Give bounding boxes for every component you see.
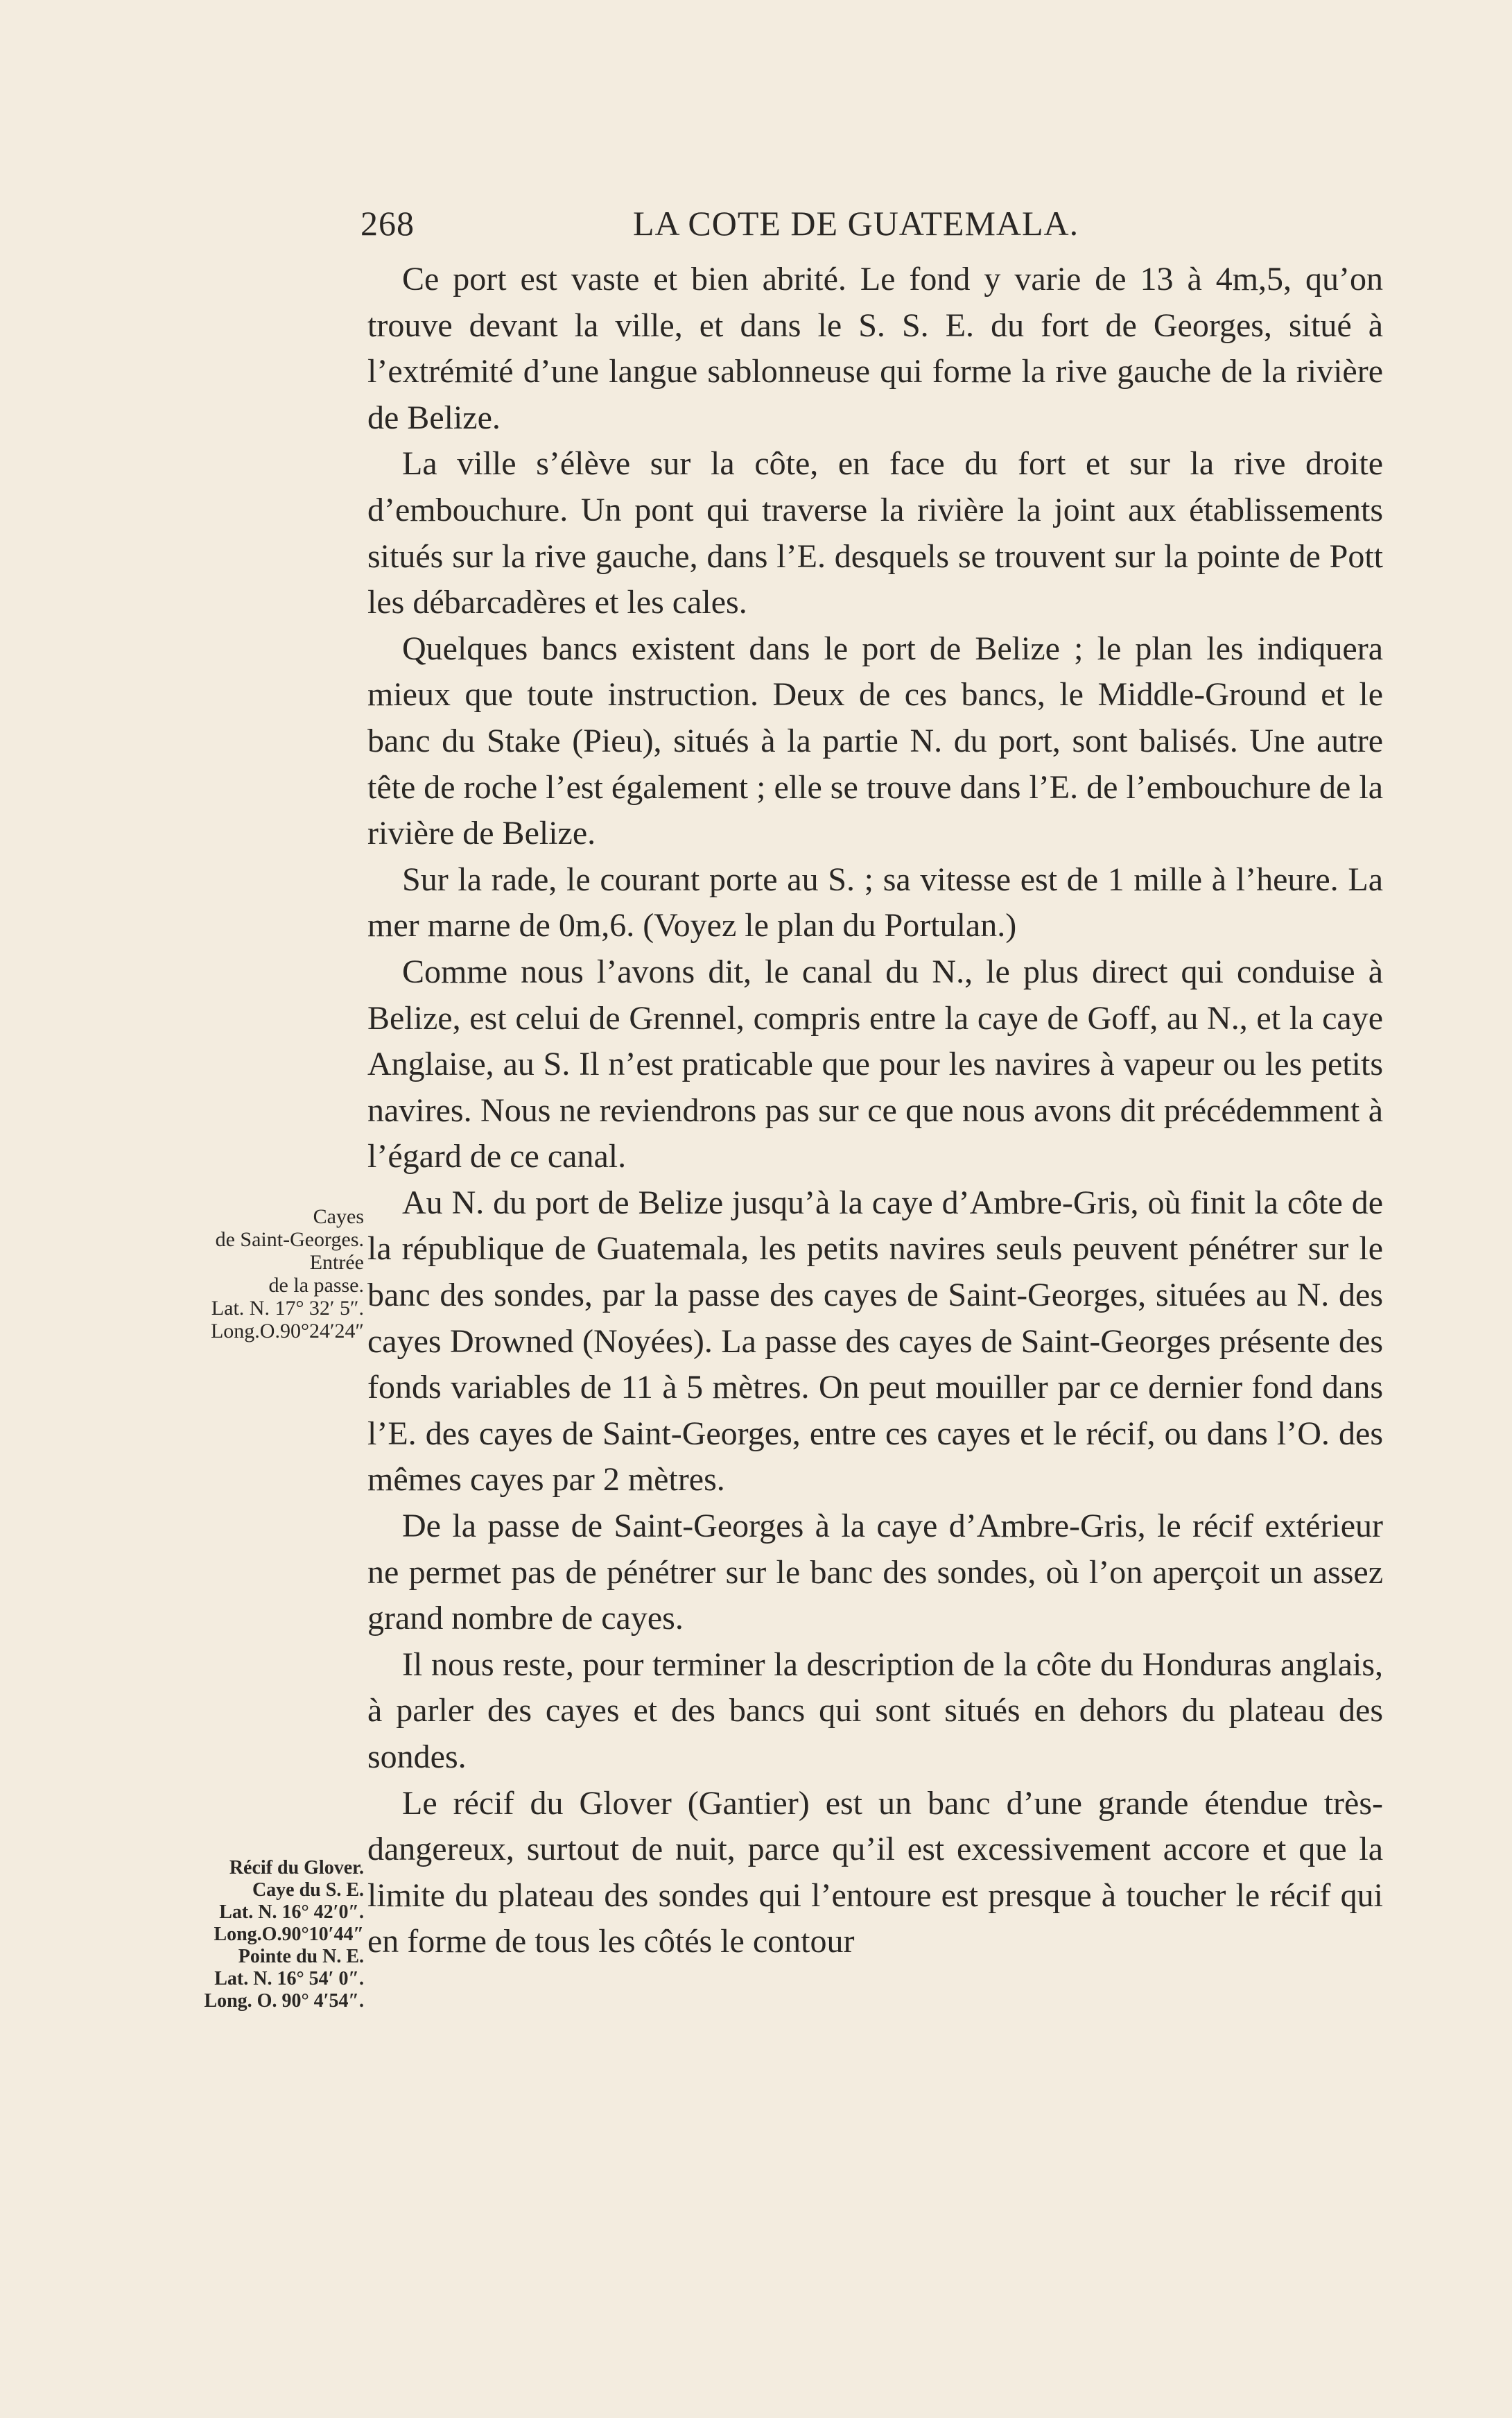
margin-note-line: Lat. N. 16° 42′0″. — [219, 1901, 364, 1923]
body-text — [367, 257, 1383, 1965]
margin-note-line: Entrée — [309, 1251, 364, 1274]
paragraph-glover: Le récif du Glover (Gantier) est un banc d’une grande étendue très-dangereux, surtout de nuit, parce qu’il est excessivement accore et que la limite du plateau des sondes qui l’entoure est presque à toucher le récif qui en forme de tous les côtés le contour — [367, 1784, 1383, 1960]
page-number: 268 — [360, 204, 415, 243]
margin-note-line: Caye du S. E. — [252, 1879, 364, 1901]
margin-note-line: de Saint-Georges. — [215, 1228, 364, 1251]
paragraph-passe: De la passe de Saint-Georges à la caye d’Ambre-Gris, le récif extérieur ne permet pas de pénétrer sur le banc des sondes, où l’on aperçoit un assez grand nombre de cayes. — [367, 1508, 1383, 1637]
margin-note-recif-glover — [97, 1857, 364, 2012]
margin-note-line: Long. O. 90° 4′54″. — [204, 1990, 364, 2012]
paragraph-honduras: Il nous reste, pour terminer la description de la côte du Honduras anglais, à parler des cayes et des bancs qui sont situés en dehors du plateau des sondes. — [367, 1646, 1383, 1775]
margin-note-line: de la passe. — [268, 1274, 364, 1297]
margin-note-cayes-saint-georges — [97, 1205, 364, 1342]
margin-note-line: Lat. N. 17° 32′ 5″. — [211, 1297, 364, 1320]
paragraph-ville: La ville s’élève sur la côte, en face du fort et sur la rive droite d’embouchure. Un pont qui traverse la rivière la joint aux établissements situés sur la rive gauche, dans l’E. desquels se trouvent sur la pointe de Pott les débarcadères et les cales. — [367, 445, 1383, 621]
margin-note-line: Pointe du N. E. — [238, 1946, 364, 1967]
margin-note-line: Long.O.90°24′24″ — [210, 1320, 364, 1342]
margin-note-line: Récif du Glover. — [229, 1857, 364, 1879]
paragraph-bancs: Quelques bancs existent dans le port de Belize ; le plan les indiquera mieux que toute instruction. Deux de ces bancs, le Middle-Ground et le banc du Stake (Pieu), situés à la partie N. du port, sont balisés. Une autre tête de roche l’est également ; elle se trouve dans l’E. de l’embouchure de la rivière de Belize. — [367, 630, 1383, 852]
paragraph-cayes-saint-georges: Au N. du port de Belize jusqu’à la caye d’Ambre-Gris, où finit la côte de la république de Guatemala, les petits navires seuls peuvent pénétrer sur le banc des sondes, par la passe des cayes de Saint-Georges, situées au N. des cayes Drowned (Noyées). La passe des cayes de Saint-Georges présente des fonds variables de 11 à 5 mètres. On peut mouiller par ce dernier fond dans l’E. des cayes de Saint-Georges, entre ces cayes et le récif, ou dans l’O. des mêmes cayes par 2 mètres. — [367, 1184, 1383, 1499]
paragraph-port: Ce port est vaste et bien abrité. Le fond y varie de 13 à 4m,5, qu’on trouve devant la ville, et dans le S. S. E. du fort de Georges, situé à l’extrémité d’une langue sablonneuse qui forme la rive gauche de la rivière de Belize. — [367, 261, 1383, 436]
page-header — [360, 196, 1383, 251]
margin-note-line: Long.O.90°10′44″ — [214, 1924, 364, 1945]
paragraph-canal: Comme nous l’avons dit, le canal du N., le plus direct qui conduise à Belize, est celui de Grennel, compris entre la caye de Goff, au N., et la caye Anglaise, au S. Il n’est praticable que pour les navires à vapeur ou les petits navires. Nous ne reviendrons pas sur ce que nous avons dit précédemment à l’égard de ce canal. — [367, 953, 1383, 1175]
running-title: LA COTE DE GUATEMALA. — [633, 204, 1079, 243]
margin-note-line: Cayes — [313, 1205, 364, 1228]
margin-note-line: Lat. N. 16° 54′ 0″. — [214, 1968, 364, 1989]
paragraph-rade: Sur la rade, le courant porte au S. ; sa vitesse est de 1 mille à l’heure. La mer marne de 0m,6. (Voyez le plan du Portulan.) — [367, 861, 1383, 944]
